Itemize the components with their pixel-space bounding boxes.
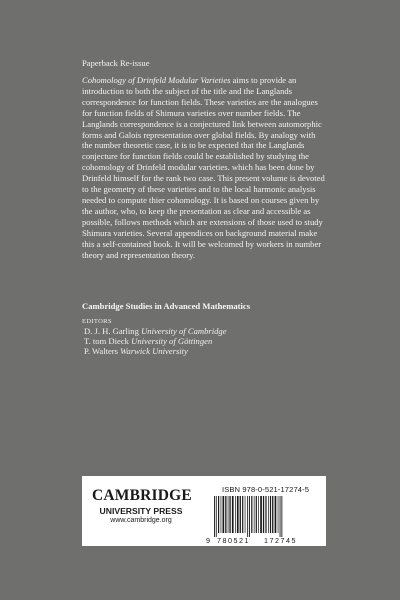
barcode-bar	[254, 496, 255, 533]
barcode-bar	[281, 496, 282, 537]
editor-name: T. tom Dieck	[84, 336, 129, 347]
barcode-bar	[235, 496, 236, 533]
publisher-name: CAMBRIDGE	[92, 487, 192, 504]
editors-heading: EDITORS	[82, 318, 112, 325]
barcode-bar	[240, 496, 241, 533]
reissue-label: Paperback Re-issue	[82, 58, 150, 68]
isbn-label: ISBN 978-0-521-17274-5	[222, 485, 310, 494]
barcode-bar	[245, 496, 246, 533]
barcode-bar	[265, 496, 266, 533]
publisher-barcode-box	[82, 476, 326, 546]
barcode-bar	[229, 496, 230, 533]
editor-name: D. J. H. Garling	[84, 326, 139, 336]
barcode	[204, 495, 316, 545]
barcode-bar	[256, 496, 257, 533]
barcode-bar	[263, 496, 264, 533]
barcode-bar	[223, 496, 225, 533]
publisher-logo	[92, 488, 190, 525]
barcode-bar	[216, 496, 217, 537]
barcode-bar	[258, 496, 259, 533]
barcode-digit-prefix: 9	[206, 536, 210, 545]
barcode-bar	[221, 496, 222, 533]
barcode-bar	[228, 496, 229, 533]
barcode-bar	[249, 496, 250, 537]
editor-name: P. Walters	[84, 346, 119, 357]
publisher-url: www.cambridge.org	[110, 517, 172, 524]
barcode-bar	[251, 496, 252, 533]
barcode-bar	[247, 496, 248, 537]
publisher-press: UNIVERSITY PRESS	[99, 506, 183, 516]
barcode-bar	[270, 496, 271, 533]
barcode-bar	[242, 496, 243, 533]
editor-line	[82, 346, 332, 356]
editor-affiliation: Warwick University	[120, 346, 188, 357]
barcode-bar	[278, 496, 279, 533]
barcode-bar	[268, 496, 269, 533]
barcode-bar	[214, 496, 215, 537]
barcode-bar	[232, 496, 234, 533]
editor-affiliation: University of Göttingen	[131, 336, 213, 347]
barcode-bar	[272, 496, 273, 533]
barcode-bar	[225, 496, 226, 533]
barcode-digits-left: 780521	[217, 536, 250, 545]
barcode-bar	[260, 496, 262, 533]
series-title: Cambridge Studies in Advanced Mathematics	[82, 301, 251, 311]
barcode-bar	[237, 496, 239, 533]
book-title: Cohomology of Drinfeld Modular Varieties	[82, 75, 231, 85]
barcode-bar	[275, 496, 277, 533]
barcode-bar	[218, 496, 219, 533]
barcode-digits-right: 172745	[264, 536, 297, 545]
editor-line	[82, 326, 332, 336]
description-blurb	[82, 75, 327, 260]
blurb-text: aims to provide an introduction to both the subject of the title and the Langlands correspondence for function fields. These varieties are the analogues for function fields of Shimura varieties over number fields. The Langlands correspondence is a conjectured link between automorphic forms and Galois representation over global fields. By analogy with the number theoretic case, it is to be expected that the Langlands conjecture for function fields could be established by studying the cohomology of Drinfeld modular varieties. which has been done by Drinfeld himself for the rank two case. This present volume is devoted to the geometry of these varieties and to the local harmonic analysis needed to compute thier cohomology. It is based on courses given by the author, who, to keep the presentation as clear and accessible as possible, follows methods which are extensions of those used to study Shimura varieties. Several appendices on background material make this a self-contained book. It will be welcomed by workers in number theory and representation theory.	[82, 75, 325, 260]
barcode-bars	[214, 496, 282, 537]
editor-line	[82, 336, 332, 346]
editor-affiliation: University of Cambridge	[141, 326, 227, 336]
barcode-bar	[280, 496, 281, 537]
editors-block	[82, 318, 332, 357]
